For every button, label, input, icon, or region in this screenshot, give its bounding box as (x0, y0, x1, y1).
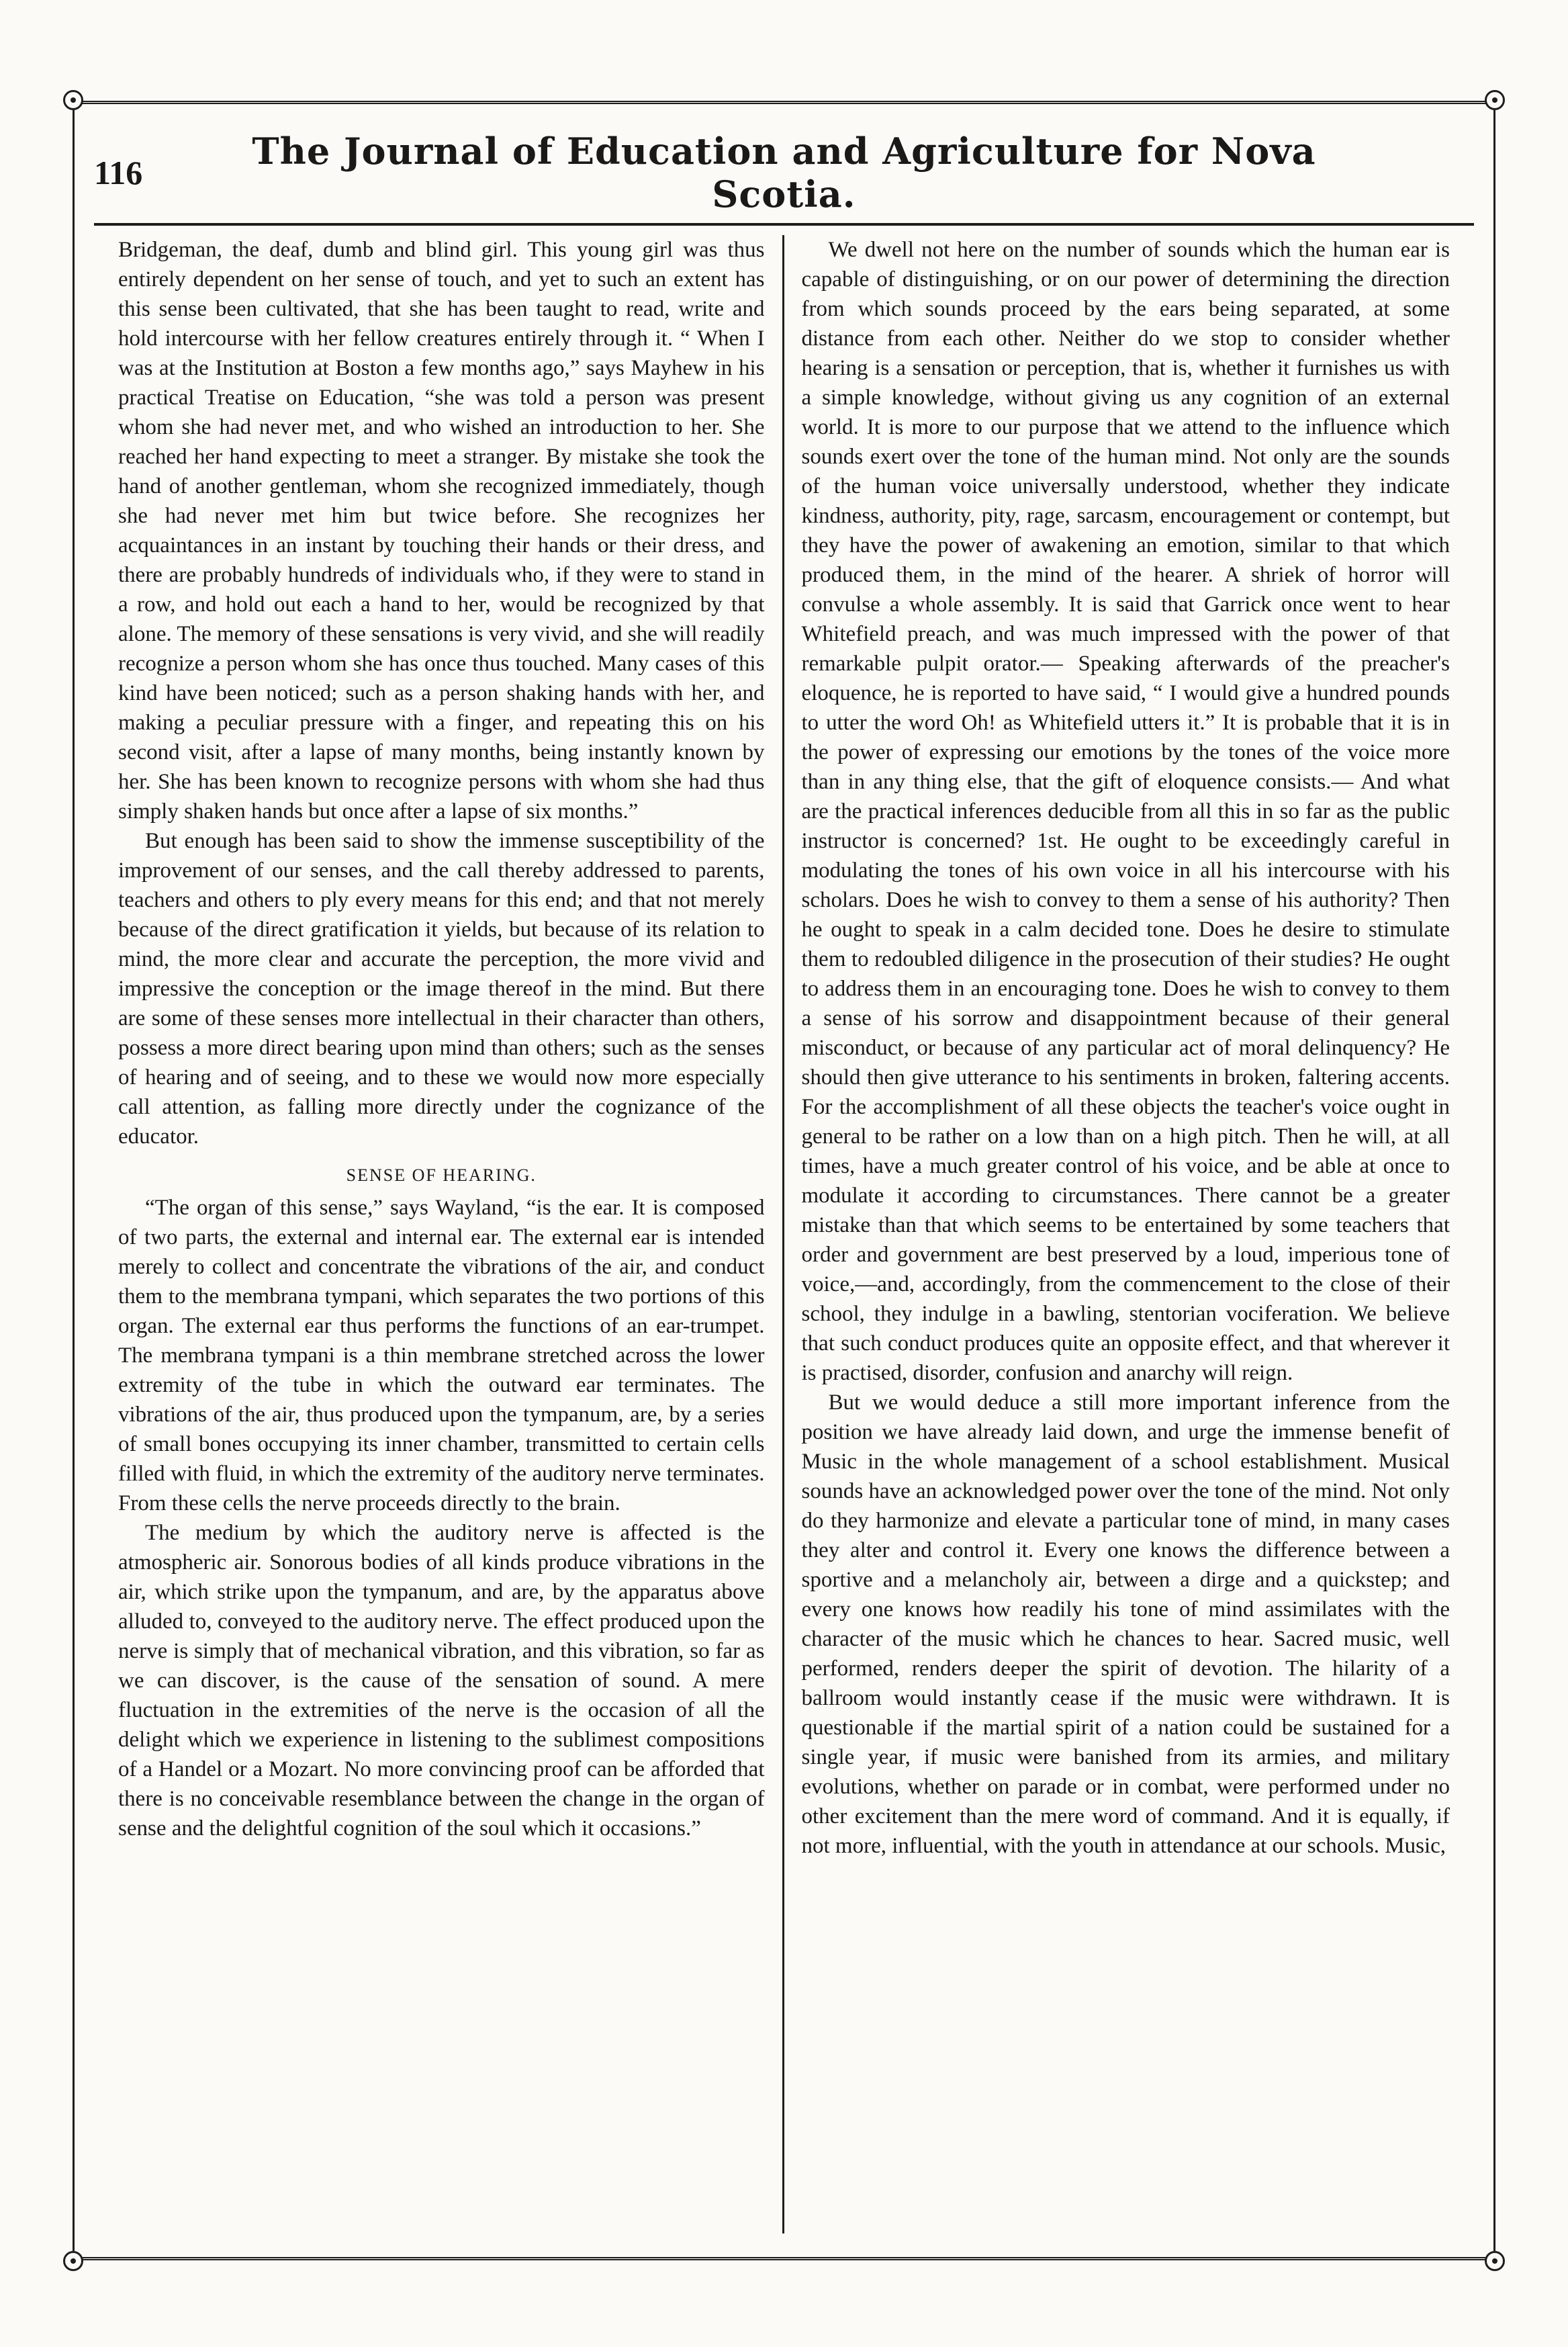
paragraph: But enough has been said to show the immense susceptibility of the improvement of our senses, and the call thereby addressed to parents, teachers and others to ply every means for this end; and that not merely because of the direct gratification it yields, but because of its relation to mind, the more clear and accurate the perception, the more vivid and impressive the conception or the image thereof in the mind. But there are some of these senses more intellectual in their character than others, possess a more direct bearing upon mind than others; such as the senses of hearing and of seeing, and to these we would now more especially call attention, as falling more directly under the cognizance of the educator. (118, 829, 765, 1149)
page-header (94, 129, 1474, 216)
paragraph: We dwell not here on the number of sounds which the human ear is capable of distinguishing, or on our power of determining the direction from which sounds proceed by the ears being separated, at some distance from each other. Neither do we stop to consider whether hearing is a sensation or perception, that is, whether it furnishes us with a simple knowledge, without giving us any cognition of an external world. It is more to our purpose that we attend to the influence which sounds exert over the tone of the human mind. Not only are the sounds of the human voice universally understood, whether they indicate kindness, authority, pity, rage, sarcasm, encouragement or contempt, but they have the power of awakening an emotion, similar to that which produced them, in the mind of the hearer. A shriek of horror will convulse a whole assembly. It is said that Garrick once went to hear Whitefield preach, and was much impressed with the power of that remarkable pulpit orator.— Speaking afterwards of the preacher's eloquence, he is reported to have said, “ I would give a hundred pounds to utter the word Oh! as Whitefield utters it.” It is probable that it is in the power of expressing our emotions by the tones of the voice more than in any thing else, that the gift of eloquence consists.— And what are the practical inferences deducible from all this in so far as the public instructor is concerned? 1st. He ought to be exceedingly careful in modulating the tones of his own voice in all his intercourse with his scholars. Does he wish to convey to them a sense of his authority? Then he ought to speak in a calm decided tone. Does he desire to stimulate them to redoubled diligence in the prosecution of their studies? He ought to address them in an encouraging tone. Does he wish to convey to them a sense of his sorrow and disappointment because of their general misconduct, or because of any particular act of moral delinquency? He should then give utterance to his sentiments in broken, faltering accents. For the accomplishment of all these objects the teacher's voice ought in general to be rather on a low than on a high pitch. Then he will, at all times, have a much greater control of his voice, and be able at once to modulate it according to circumstances. There cannot be a greater mistake than that which seems to be entertained by some teachers that order and government are best preserved by a loud, imperious tone of voice,—and, accordingly, from the commencement to the close of their school, they indulge in a bawling, stentorian vociferation. We believe that such conduct produces quite an opposite effect, and that wherever it is practised, disorder, confusion and anarchy will reign. (801, 238, 1450, 1385)
corner-ornament-icon (63, 2251, 83, 2271)
article-body (101, 235, 1467, 2233)
corner-ornament-icon (1485, 90, 1505, 110)
right-border-line (1493, 110, 1495, 2251)
paragraph: The medium by which the auditory nerve is affected is the atmospheric air. Sonorous bodies of all kinds produce vibrations in the air, which strike upon the tympanum, and are, by the apparatus above alluded to, conveyed to the auditory nerve. The effect produced upon the nerve is simply that of mechanical vibration, and this vibration, so far as we can discover, is the cause of the sensation of sound. A mere fluctuation in the extremities of the nerve is the occasion of all the delight which we experience in listening to the sublimest compositions of a Handel or a Mozart. No more convincing proof can be afforded that there is no conceivable resemblance between the change in the organ of sense and the delightful cognition of the soul which it occasions.” (118, 1521, 765, 1841)
right-column (784, 235, 1468, 2233)
left-column (101, 235, 784, 2233)
corner-ornament-icon (63, 90, 83, 110)
running-title: The Journal of Education and Agriculture for Nova Scotia. (252, 130, 1316, 216)
top-double-rule (74, 101, 1494, 104)
corner-ornament-icon (1485, 2251, 1505, 2271)
left-border-line (73, 110, 75, 2251)
page-number: 116 (94, 154, 143, 191)
paragraph: But we would deduce a still more important inference from the position we have already laid down, and urge the immense benefit of Music in the whole management of a school establishment. Musical sounds have an acknowledged power over the tone of the mind. Not only do they harmonize and elevate a particular tone of mind, in many cases they alter and control it. Every one knows the difference between a sportive and a melancholy air, between a dirge and a quickstep; and every one knows how readily his tone of mind assimilates with the character of the music which he chances to hear. Sacred music, well performed, renders deeper the spirit of devotion. The hilarity of a ballroom would instantly cease if the music were withdrawn. It is questionable if the martial spirit of a nation could be sustained for a single year, if music were banished from its armies, and military evolutions, whether on parade or in combat, were performed under no other excitement than the mere word of command. And it is equally, if not more, influential, with the youth in attendance at our schools. Music, (801, 1390, 1450, 1858)
paragraph: Bridgeman, the deaf, dumb and blind girl. This young girl was thus entirely dependent on her sense of touch, and yet to such an extent has this sense been cultivated, that she has been taught to read, write and hold intercourse with her fellow creatures entirely through it. “ When I was at the Institution at Boston a few months ago,” says Mayhew in his practical Treatise on Education, “she was told a person was present whom she had never met, and who wished an introduction to her. She reached her hand expecting to meet a stranger. By mistake she took the hand of another gentleman, whom she recognized immediately, though she had never met him but twice before. She recognizes her acquaintances in an instant by touching their hands or their dress, and there are probably hundreds of individuals who, if they were to stand in a row, and hold out each a hand to her, would be recognized by that alone. The memory of these sensations is very vivid, and she will readily recognize a person whom she has once thus touched. Many cases of this kind have been noticed; such as a person shaking hands with her, and making a peculiar pressure with a finger, and repeating this on his second visit, after a lapse of many months, being instantly known by her. She has been known to recognize persons with whom she had thus simply shaken hands but once after a lapse of six months.” (118, 238, 765, 824)
page-border (74, 101, 1494, 2260)
bottom-double-rule (74, 2257, 1494, 2260)
header-rule (94, 223, 1474, 226)
paragraph: “The organ of this sense,” says Wayland, “is the ear. It is composed of two parts, the external and internal ear. The external ear is intended merely to collect and concentrate the vibrations of the air, and conduct them to the membrana tympani, which separates the two portions of this organ. The external ear thus performs the functions of an ear-trumpet. The membrana tympani is a thin membrane stretched across the lower extremity of the tube in which the outward ear terminates. The vibrations of the air, thus produced upon the tympanum, are, by a series of small bones occupying its inner chamber, transmitted to certain cells filled with fluid, in which the extremity of the auditory nerve terminates. From these cells the nerve proceeds directly to the brain. (118, 1196, 765, 1515)
section-heading: SENSE OF HEARING. (346, 1165, 537, 1185)
